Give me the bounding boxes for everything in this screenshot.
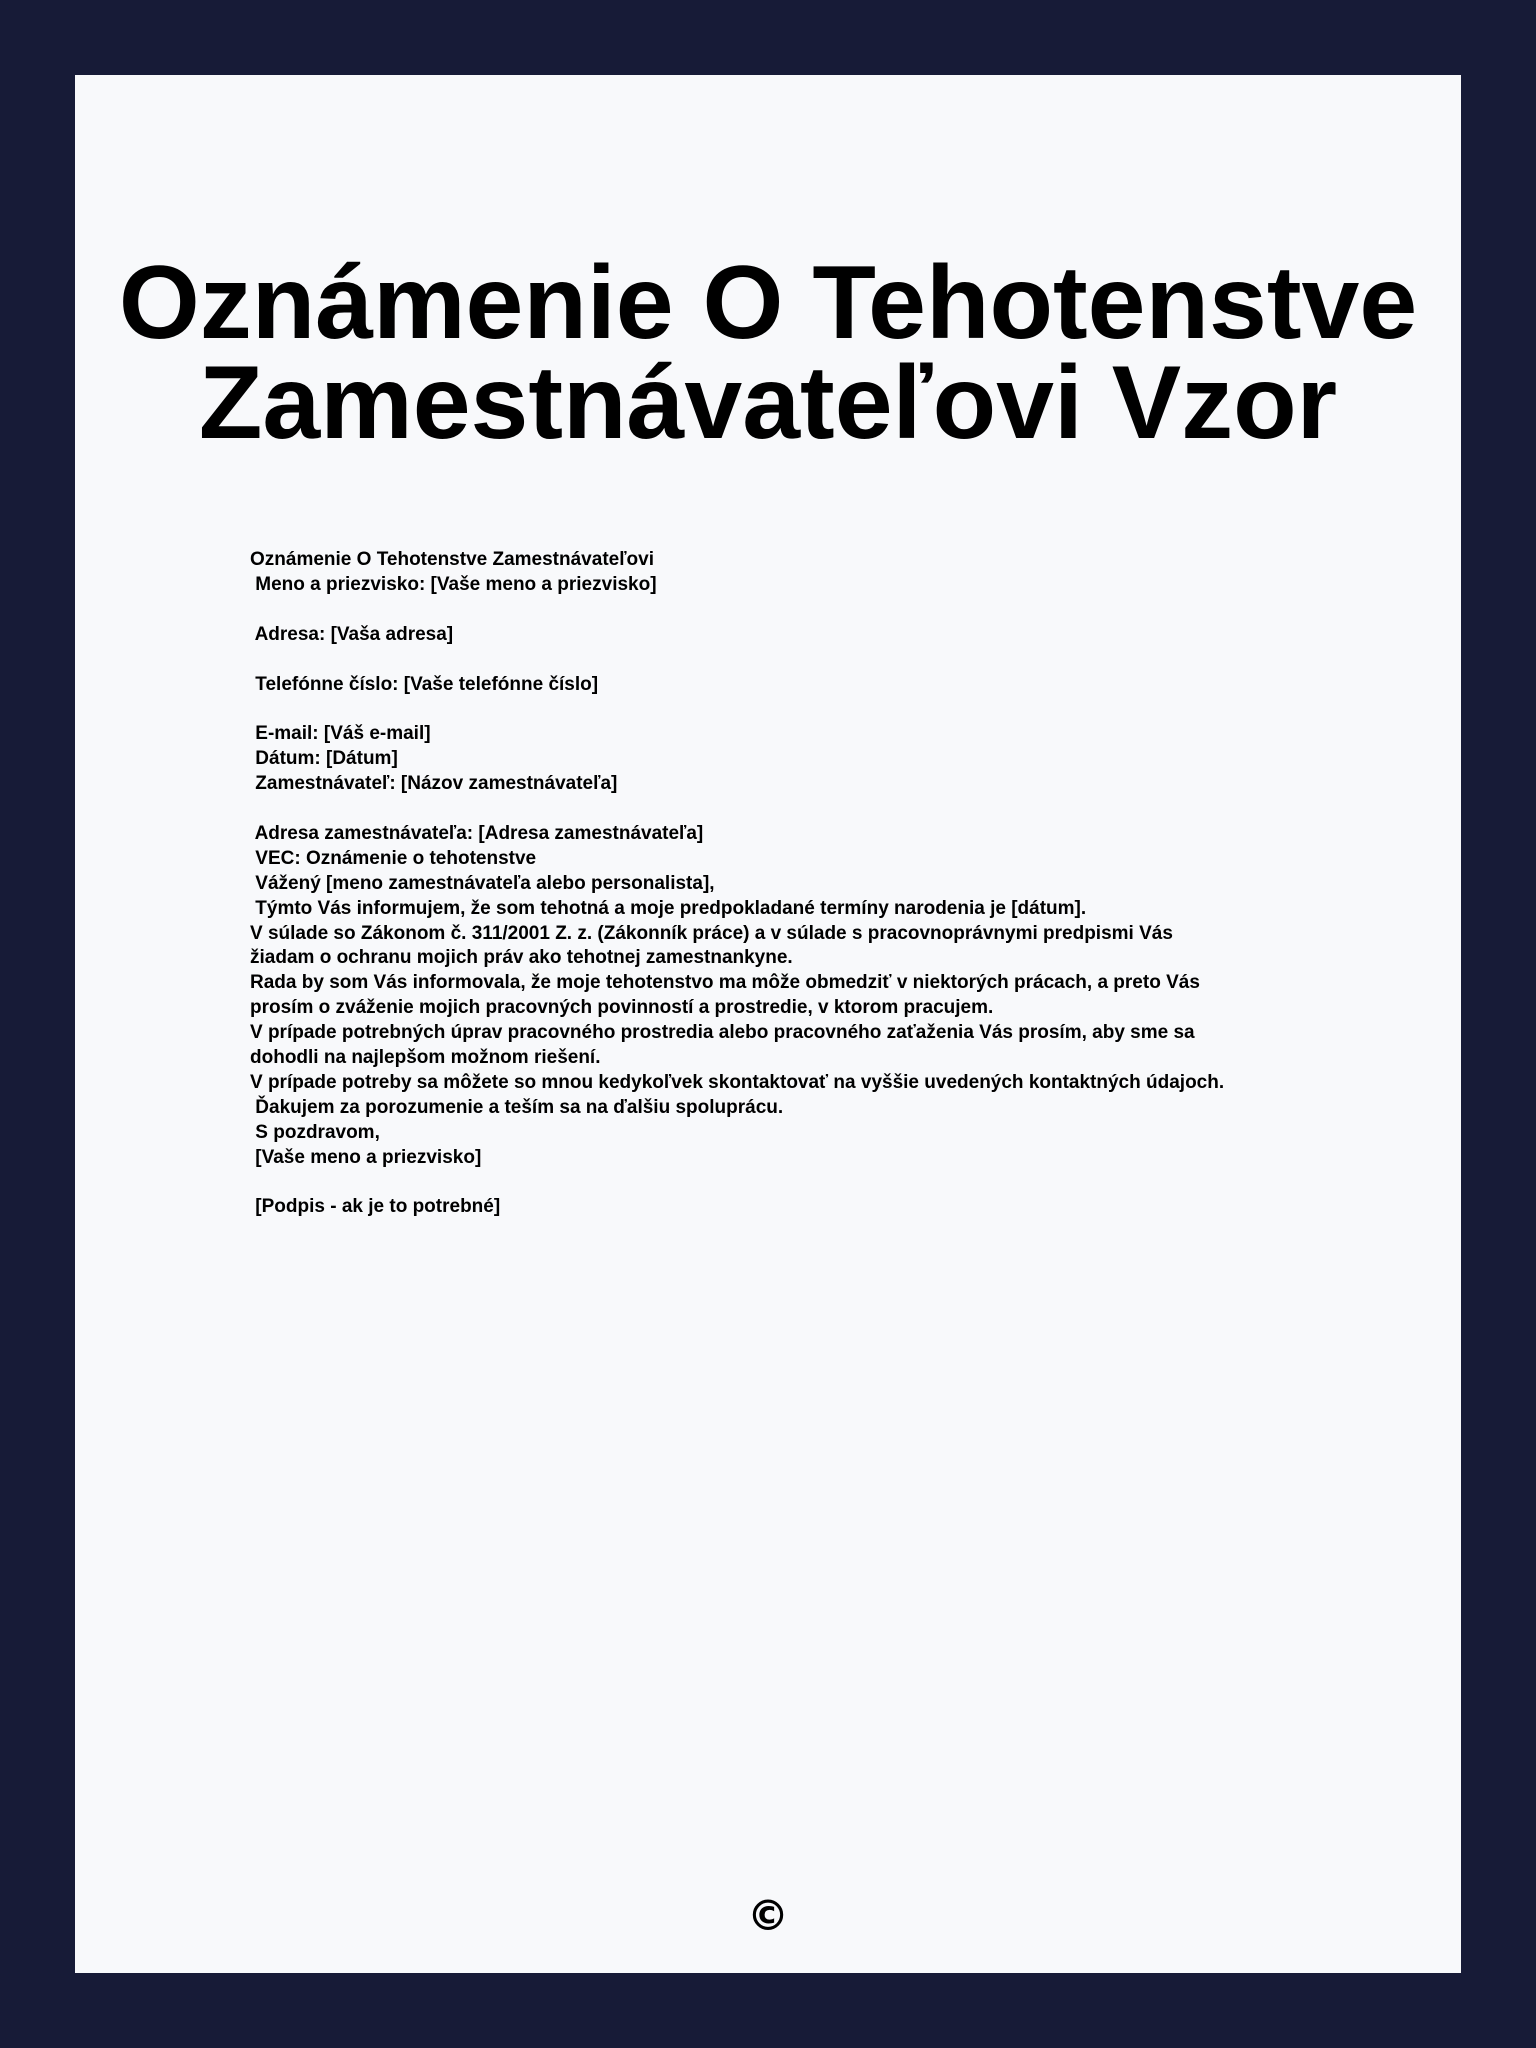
body-line: V prípade potreby sa môžete so mnou kedykoľvek skontaktovať na vyššie uvedených kontaktných údajoch.: [250, 1071, 1225, 1093]
closing-thanks-line: Ďakujem za porozumenie a teším sa na ďalšiu spoluprácu.: [250, 1096, 784, 1118]
closing-regards-line: S pozdravom,: [250, 1121, 380, 1143]
document-page: [75, 75, 1461, 1973]
employer-address-line: Adresa zamestnávateľa: [Adresa zamestnávateľa]: [250, 822, 704, 844]
blank-line: [250, 797, 1350, 822]
signature-line: [Podpis - ak je to potrebné]: [250, 1196, 501, 1218]
body-line: žiadam o ochranu mojich práv ako tehotnej zamestnankyne.: [250, 947, 793, 969]
sender-address-line: Adresa: [Vaša adresa]: [250, 623, 454, 645]
subject-line: VEC: Oznámenie o tehotenstve: [250, 847, 537, 869]
letter-body: [250, 548, 1350, 1220]
salutation-line: Vážený [meno zamestnávateľa alebo personalista],: [250, 872, 715, 894]
body-line: V prípade potrebných úprav pracovného prostredia alebo pracovného zaťaženia Vás prosím, aby sme sa: [250, 1022, 1195, 1044]
blank-line: [250, 648, 1350, 673]
blank-line: [250, 1171, 1350, 1196]
body-line: dohodli na najlepšom možnom riešení.: [250, 1047, 601, 1069]
title-line-1: Oznámenie O Tehotenstve: [118, 245, 1418, 361]
copyright-icon: ©: [747, 1891, 789, 1940]
blank-line: [250, 598, 1350, 623]
body-line: Týmto Vás informujem, že som tehotná a moje predpokladané termíny narodenia je [dátum].: [250, 897, 1087, 919]
body-line: Rada by som Vás informovala, že moje tehotenstvo ma môže obmedziť v niektorých prácach, a preto Vás: [250, 972, 1200, 994]
signature-name-line: [Vaše meno a priezvisko]: [250, 1146, 482, 1168]
page-title: [75, 245, 1461, 461]
sender-email-line: E-mail: [Váš e-mail]: [250, 723, 431, 745]
sender-phone-line: Telefónne číslo: [Vaše telefónne číslo]: [250, 673, 599, 695]
sender-name-line: Meno a priezvisko: [Vaše meno a priezvisko]: [250, 573, 657, 595]
body-line: prosím o zváženie mojich pracovných povinností a prostredie, v ktorom pracujem.: [250, 997, 994, 1019]
employer-name-line: Zamestnávateľ: [Názov zamestnávateľa]: [250, 773, 618, 795]
date-line: Dátum: [Dátum]: [250, 748, 398, 770]
title-line-2: Zamestnávateľovi Vzor: [198, 345, 1338, 461]
blank-line: [250, 697, 1350, 722]
body-line: V súlade so Zákonom č. 311/2001 Z. z. (Zákonník práce) a v súlade s pracovnoprávnymi predpismi Vás: [250, 922, 1173, 944]
letter-heading: Oznámenie O Tehotenstve Zamestnávateľovi: [250, 549, 654, 570]
